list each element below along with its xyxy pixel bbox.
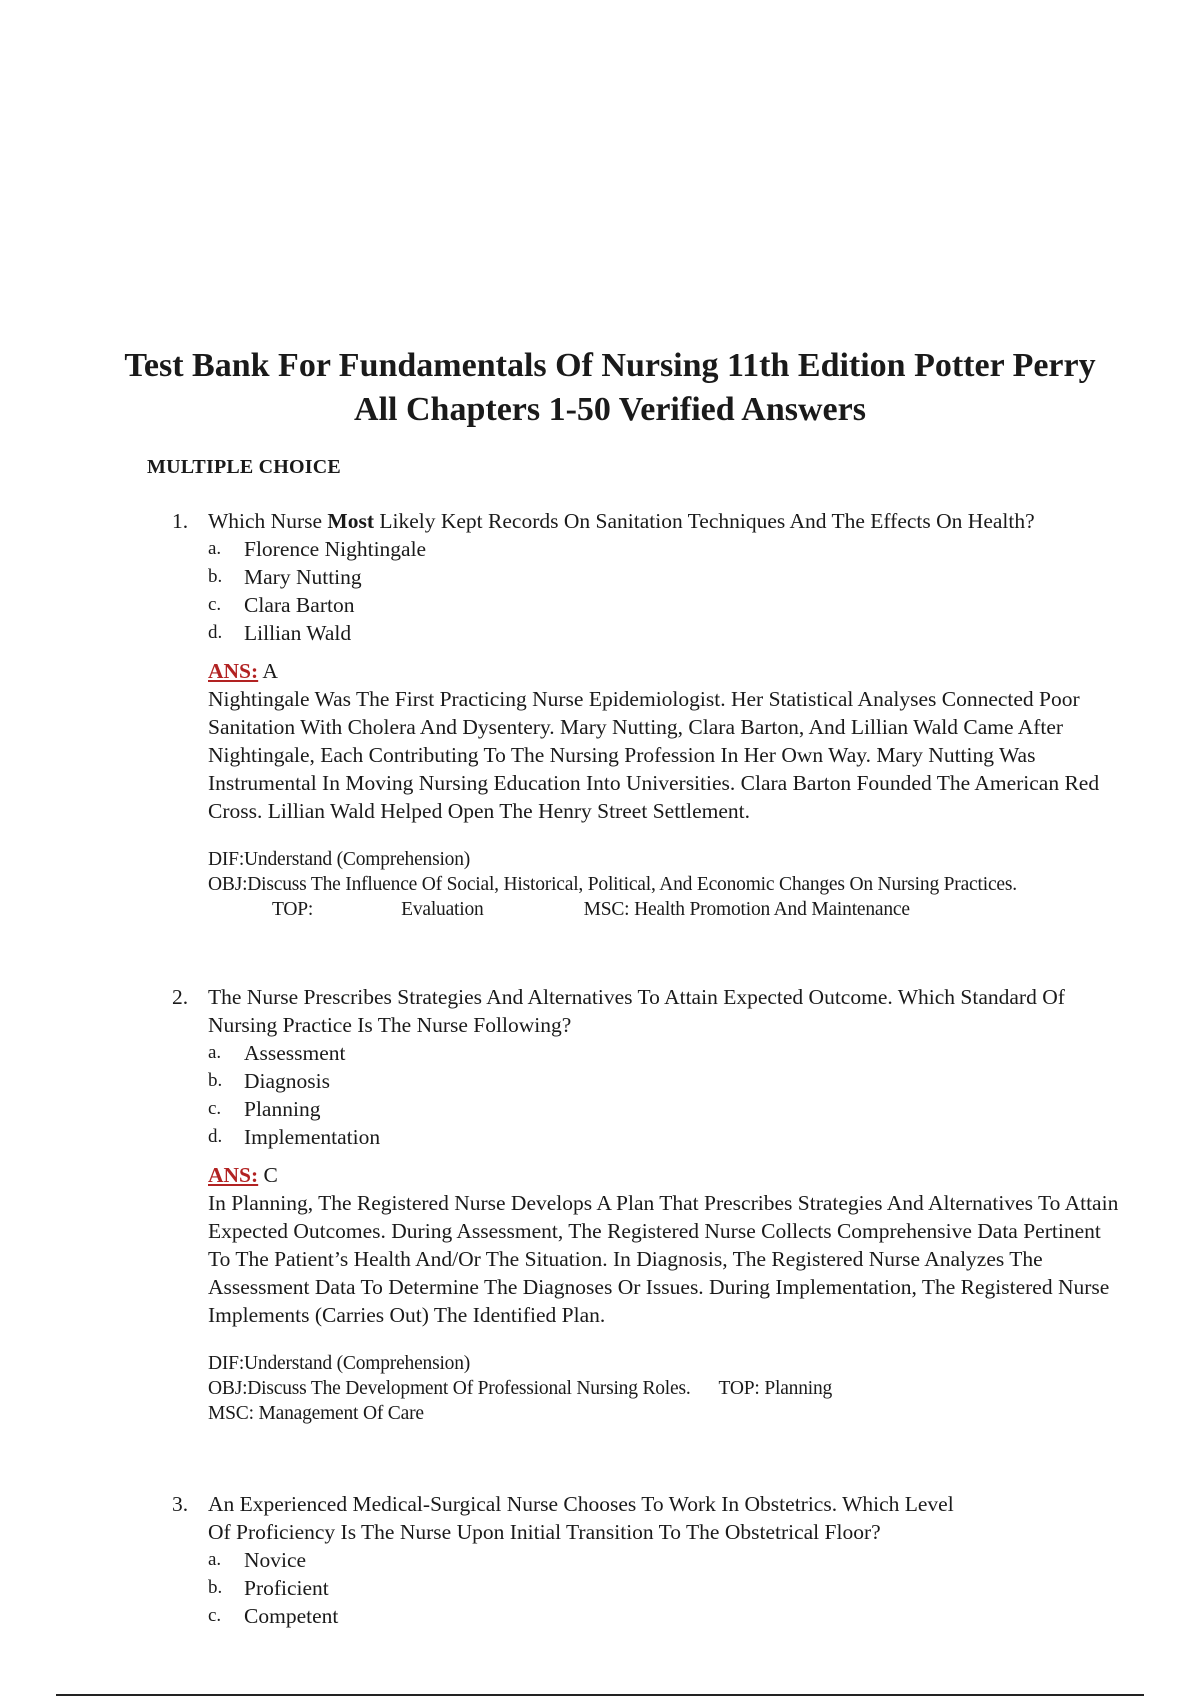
answer-value: A xyxy=(258,659,278,683)
option-text: Planning xyxy=(244,1097,321,1121)
difficulty: DIF:Understand (Comprehension) xyxy=(208,1353,471,1374)
option-letter: b. xyxy=(208,1577,223,1598)
question-1 xyxy=(172,507,1172,922)
question-metadata xyxy=(172,1351,1172,1426)
option-letter: d. xyxy=(208,1126,223,1147)
difficulty: DIF:Understand (Comprehension) xyxy=(208,849,471,870)
question-stem xyxy=(172,1490,968,1546)
option-letter: b. xyxy=(208,566,223,587)
option-a xyxy=(172,1039,1172,1067)
topic-value: Evaluation xyxy=(401,899,484,920)
option-text: Novice xyxy=(244,1548,307,1572)
options-list xyxy=(172,1546,1172,1630)
objective-topic-row xyxy=(208,1376,1172,1401)
bottom-divider xyxy=(56,1694,1144,1696)
option-b xyxy=(172,1574,1172,1602)
answer-label: ANS: xyxy=(208,1163,259,1187)
answer-block xyxy=(172,657,1172,825)
option-letter: d. xyxy=(208,622,223,643)
stem-text: The Nurse Prescribes Strategies And Alternatives To Attain Expected Outcome. Which Standard Of Nursing Practice Is The Nurse Following? xyxy=(208,985,1065,1037)
option-text: Proficient xyxy=(244,1576,329,1600)
topic: TOP: Planning xyxy=(718,1378,833,1399)
option-letter: a. xyxy=(208,1549,222,1570)
question-number: 3. xyxy=(172,1492,189,1516)
rationale-text: Nightingale Was The First Practicing Nurse Epidemiologist. Her Statistical Analyses Connected Poor Sanitation With Cholera And Dysentery. Mary Nutting, Clara Barton, And Lillian Wald Came After Nightingale, Each Contributing To The Nursing Profession In Her Own Way. Mary Nutting Was Instrumental In Moving Nursing Education Into Universities. Clara Barton Founded The American Red Cross. Lillian Wald Helped Open The Henry Street Settlement. xyxy=(208,687,1100,823)
option-a xyxy=(172,1546,1172,1574)
option-letter: c. xyxy=(208,1605,222,1626)
options-list xyxy=(172,535,1172,647)
option-c xyxy=(172,1602,1172,1630)
option-c xyxy=(172,591,1172,619)
topic-label: TOP: xyxy=(272,899,314,920)
question-stem xyxy=(172,507,1172,535)
option-text: Diagnosis xyxy=(244,1069,330,1093)
rationale-text: In Planning, The Registered Nurse Develops A Plan That Prescribes Strategies And Alternatives To Attain Expected Outcomes. During Assessment, The Registered Nurse Collects Comprehensive Data Pertinent To The Patient’s Health And/Or The Situation. In Diagnosis, The Registered Nurse Analyzes The Assessment Data To Determine The Diagnoses Or Issues. During Implementation, The Registered Nurse Implements (Carries Out) The Identified Plan. xyxy=(208,1191,1119,1327)
option-b xyxy=(172,563,1172,591)
objective: OBJ:Discuss The Influence Of Social, Historical, Political, And Economic Changes On Nursing Practices. xyxy=(208,874,1017,895)
objective: OBJ:Discuss The Development Of Professional Nursing Roles. xyxy=(208,1378,691,1399)
option-letter: a. xyxy=(208,538,222,559)
option-text: Mary Nutting xyxy=(244,565,362,589)
msc-value: MSC: Management Of Care xyxy=(208,1403,424,1424)
option-text: Lillian Wald xyxy=(244,621,352,645)
option-a xyxy=(172,535,1172,563)
stem-text-rest: Likely Kept Records On Sanitation Techniques And The Effects On Health? xyxy=(373,509,1035,533)
title-line-2: All Chapters 1-50 Verified Answers xyxy=(354,391,866,428)
option-b xyxy=(172,1067,1172,1095)
topic-msc-row xyxy=(208,897,1172,922)
answer-value: C xyxy=(258,1163,278,1187)
option-text: Implementation xyxy=(244,1125,381,1149)
stem-emphasis: Most xyxy=(327,509,374,533)
option-letter: c. xyxy=(208,1098,222,1119)
question-2 xyxy=(172,983,1172,1426)
option-letter: a. xyxy=(208,1042,222,1063)
document-title xyxy=(110,344,1110,432)
option-c xyxy=(172,1095,1172,1123)
question-number: 1. xyxy=(172,509,189,533)
option-d xyxy=(172,619,1172,647)
answer-line xyxy=(208,1161,1172,1189)
answer-label: ANS: xyxy=(208,659,259,683)
section-heading: MULTIPLE CHOICE xyxy=(147,456,341,478)
question-metadata xyxy=(172,847,1172,922)
question-stem xyxy=(172,983,1108,1039)
option-d xyxy=(172,1123,1172,1151)
question-3 xyxy=(172,1490,1172,1630)
stem-text: Which Nurse xyxy=(208,509,328,533)
option-letter: c. xyxy=(208,594,222,615)
question-number: 2. xyxy=(172,985,189,1009)
option-text: Florence Nightingale xyxy=(244,537,427,561)
option-text: Clara Barton xyxy=(244,593,355,617)
option-text: Assessment xyxy=(244,1041,346,1065)
answer-block xyxy=(172,1161,1172,1329)
option-letter: b. xyxy=(208,1070,223,1091)
msc-value: MSC: Health Promotion And Maintenance xyxy=(583,899,910,920)
answer-line xyxy=(208,657,1172,685)
options-list xyxy=(172,1039,1172,1151)
stem-text: An Experienced Medical-Surgical Nurse Chooses To Work In Obstetrics. Which Level Of Proficiency Is The Nurse Upon Initial Transition To The Obstetrical Floor? xyxy=(208,1492,954,1544)
option-text: Competent xyxy=(244,1604,339,1628)
title-line-1: Test Bank For Fundamentals Of Nursing 11th Edition Potter Perry xyxy=(124,347,1096,384)
